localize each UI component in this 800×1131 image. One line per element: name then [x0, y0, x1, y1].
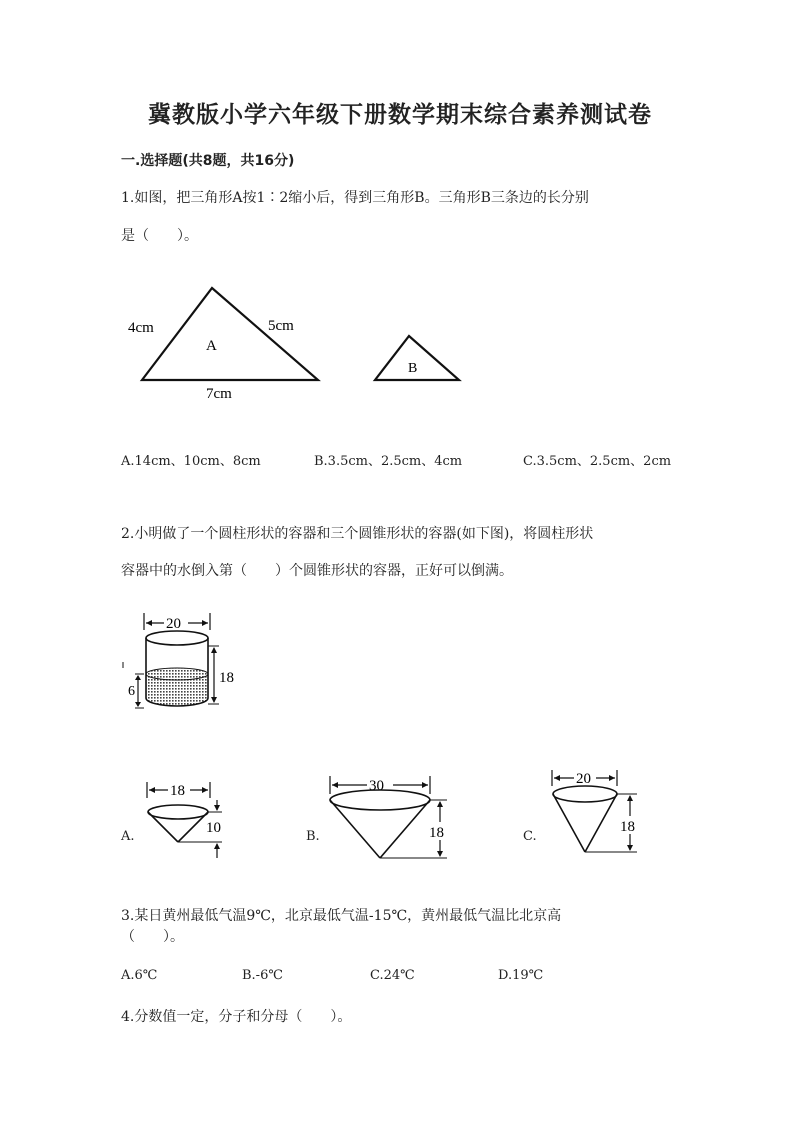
cylinder-diameter-label: 20 [166, 616, 181, 632]
question-3-option-d[interactable]: D.19℃ [498, 968, 544, 983]
cone-a-diameter-label: 18 [170, 783, 185, 799]
question-3-text: 3.某日黄州最低气温9℃，北京最低气温-15℃，黄州最低气温比北京高 [121, 908, 562, 924]
triangle-a-bottom-label: 7cm [206, 386, 232, 402]
question-2-option-c[interactable]: C. [523, 829, 537, 844]
question-1-option-a[interactable]: A.14cm、10cm、8cm [121, 454, 261, 469]
question-2-text: 2.小明做了一个圆柱形状的容器和三个圆锥形状的容器(如下图)，将圆柱形状 [121, 526, 594, 542]
cone-c-figure [545, 766, 655, 858]
cylinder-figure [118, 610, 248, 720]
question-2-text-cont: 容器中的水倒入第（ ）个圆锥形状的容器，正好可以倒满。 [121, 563, 513, 579]
question-4-text: 4.分数值一定，分子和分母（ ）。 [121, 1009, 352, 1025]
cone-c-diameter-label: 20 [576, 771, 591, 787]
cylinder-height-label: 18 [219, 670, 234, 686]
cone-c-height-label: 18 [620, 819, 635, 835]
question-1-text-cont: 是（ ）。 [121, 228, 198, 244]
question-2-option-b[interactable]: B. [306, 829, 320, 844]
question-3-option-c[interactable]: C.24℃ [370, 968, 415, 983]
question-1-text: 1.如图，把三角形A按1∶2缩小后，得到三角形B。三角形B三条边的长分别 [121, 190, 589, 206]
question-2-option-a[interactable]: A. [121, 829, 135, 844]
question-1-option-b[interactable]: B.3.5cm、2.5cm、4cm [314, 454, 463, 469]
section-heading: 一.选择题(共8题，共16分) [121, 153, 295, 169]
question-1-option-c[interactable]: C.3.5cm、2.5cm、2cm [523, 454, 672, 469]
cone-b-diameter-label: 30 [369, 778, 384, 794]
triangle-a [142, 288, 318, 380]
cone-a-height-label: 10 [206, 820, 221, 836]
triangle-a-name: A [206, 338, 217, 354]
triangle-a-right-label: 5cm [268, 318, 294, 334]
cylinder-top [146, 631, 208, 645]
question-3-option-b[interactable]: B.-6℃ [242, 968, 283, 983]
question-3-text-cont: （ ）。 [121, 929, 184, 945]
cone-b-height-label: 18 [429, 825, 444, 841]
cone-b-figure [325, 772, 465, 864]
triangle-b-name: B [408, 361, 418, 376]
water-height-label: 6 [128, 684, 135, 699]
triangle-figure [120, 280, 480, 410]
question-3-option-a[interactable]: A.6℃ [121, 968, 158, 983]
page-title: 冀教版小学六年级下册数学期末综合素养测试卷 [148, 102, 652, 128]
cone-a-figure [140, 780, 240, 862]
triangle-a-left-label: 4cm [128, 320, 154, 336]
